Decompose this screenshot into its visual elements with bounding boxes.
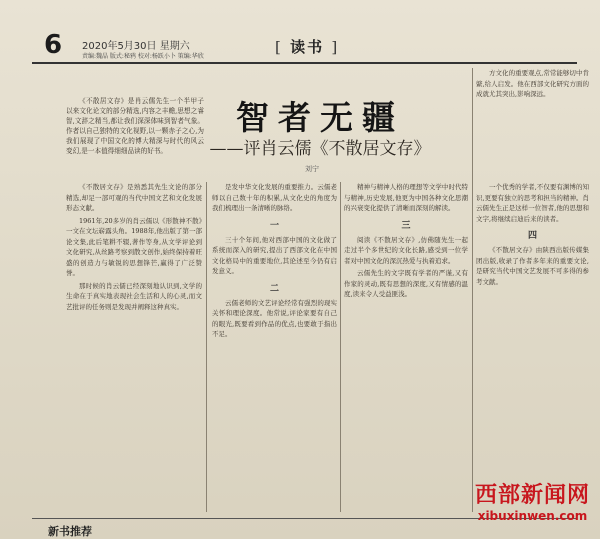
column-divider (472, 68, 473, 512)
paragraph: 是发中华文化发展的重要推力。云儒老师以自己数十年的积累,从文化史的角度为我们梳理出一条清晰的脉络。 (212, 183, 337, 212)
watermark (475, 478, 590, 523)
lead-text: 《不散居文存》是肖云儒先生一个半甲子以来文化论文的部分精选,内容之丰赡,思想之睿智,文辞之精当,都让我们深深体味到智者气象。作者以自己独特的文化视野,以一颗赤子之心,为我们展现了中国文化的博大精深与时代的风云变幻,是一本值得细细品读的好书。 (66, 97, 204, 155)
column-divider (206, 182, 207, 512)
paragraph: 《不散居文存》是熟悉其先生文论的部分精选,却足一部可观的当代中国文艺和文化发展形态文献。 (66, 183, 202, 212)
article-subtitle: ——评肖云儒《不散居文存》 (209, 139, 431, 159)
body-column-3 (344, 182, 468, 302)
paragraph: 那时候的肖云儒已经深刻地认识到,文学的生命在于真实地表现社会生活和人的心灵,而文艺批评的任务则是发现并阐释这种真实。 (66, 281, 202, 311)
issue-date: 2020年5月30日 星期六 (82, 41, 190, 52)
body-column-2 (212, 182, 337, 342)
section-bracket-right: ] (331, 38, 340, 56)
paragraph: 方文化的重要观点,常常能够切中肯綮,给人启发。他在西部文化研究方面的成就尤其突出,影响深远。 (476, 69, 589, 98)
column-divider (340, 182, 341, 512)
body-column-4 (476, 182, 589, 289)
paragraph: 一个优秀的学者,不仅要有渊博的知识,更要有独立的思考和担当的精神。肖云儒先生正是这样一位智者,他的思想和文字,将继续启迪后来的读者。 (476, 183, 589, 223)
body-column-4-top (476, 68, 589, 102)
paragraph: 《不散居文存》由陕西出版传媒集团出版,收录了作者多年来的重要文论,是研究当代中国文艺发展不可多得的参考文献。 (476, 246, 589, 286)
paragraph: 三十个年间,他对西部中国的文化做了系统而深入的研究,提出了西部文化在中国文化格局中的重要地位,其论述至今仍有启发意义。 (212, 235, 337, 275)
watermark-name: 西部新闻网 (474, 483, 590, 508)
paragraph: 1961年,20多岁的肖云儒以《形散神不散》一文在文坛崭露头角。1988年,他出版了第一部论文集,此后笔耕不辍,著作等身,从文学评论到文化研究,从丝路考察到散文创作,始终保持着旺盛的创造力与敏锐的思想锋芒,赢得了广泛赞誉。 (66, 216, 202, 277)
section-mark: 四 (527, 231, 537, 241)
page-number: 6 (44, 30, 63, 60)
editor-credits: 责编:魏晶 版式:秘鸦 校对:杨跃小卜 策编:华欣 (82, 53, 204, 60)
section-bracket-left: [ (275, 38, 283, 56)
watermark-url: xibuxinwen.com (477, 509, 588, 523)
paragraph: 精神与精神人格的理想等文学中时代特与精神,历史发展,他更为中国各种文化思潮的兴衰变化提供了清晰而深刻的解读。 (344, 183, 468, 212)
section-label (275, 36, 339, 57)
lead-paragraph (66, 96, 204, 158)
paragraph: 云儒老师的文艺评论经常有强烈的现实关怀和理论深度。他常说,评论家要有自己的眼光,既要看到作品的优点,也要敢于指出不足。 (212, 298, 337, 338)
article-author: 刘宁 (305, 165, 319, 173)
section-mark: 二 (269, 283, 279, 294)
section-mark: 一 (269, 220, 279, 231)
paragraph: 云儒先生的文字既有学者的严谨,又有作家的灵动,既有思想的深度,又有情感的温度,读来令人受益匪浅。 (344, 269, 468, 298)
paragraph: 阅读《不散居文存》,仿佛随先生一起走过半个多世纪的文化长路,感受到一位学者对中国文化的深沉热爱与执着追求。 (344, 235, 468, 265)
header-rule (32, 62, 577, 64)
article-title: 智者无疆 (236, 98, 404, 137)
section-name: 读书 (290, 38, 325, 56)
footer-column-label: 新书推荐 (48, 525, 92, 538)
section-mark: 三 (401, 220, 411, 231)
body-column-1 (66, 182, 202, 314)
